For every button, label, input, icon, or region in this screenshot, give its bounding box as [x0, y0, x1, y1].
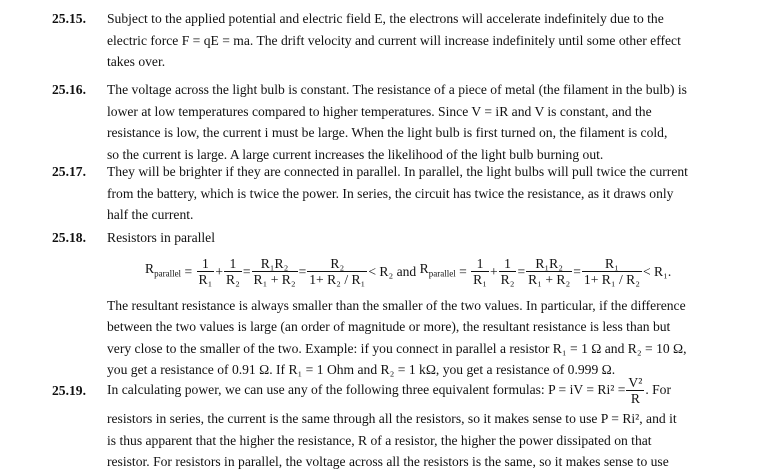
text-line: The voltage across the light bulb is constant. The resistance of a piece of metal (the filament in the bulb) is: [107, 82, 687, 97]
text-line: you get a resistance of 0.91 Ω. If R₁ = 1 Ohm and R₂ = 1 kΩ, you get a resistance of 0.999 Ω.: [107, 362, 616, 377]
eq-fraction: $\frac{\text{R₁R₂}}{\text{R₁ + R₂}}$: [528, 256, 571, 287]
eq-fraction: $\frac{\text{R₁}}{\text{1+ R₁ / R₂}}$: [583, 256, 640, 287]
problem-number: 25.16.: [52, 82, 86, 97]
problem-number: 25.15.: [52, 11, 86, 26]
eq-fraction: $\frac{\text{V²}}{R}$: [628, 374, 643, 406]
problem-text: [107, 8, 743, 73]
text-segment: In calculating power, we can use any of the following three equivalent formulas: P = iV = Ri² =: [107, 382, 626, 398]
text-line: resistors in series, the current is the same through all the resistors, so it makes sense to use P = Ri², and it: [107, 411, 677, 426]
problem-heading: Resistors in parallel: [107, 230, 215, 245]
text-line: very close to the smaller of the two. Example: if you connect in parallel a resistor R₁ = 1 Ω and R₂ = 10 Ω,: [107, 340, 687, 356]
eq-and: and: [396, 263, 417, 279]
problem-text: [107, 161, 743, 226]
eq-fraction: $\frac{1}{\text{R₁}}$: [198, 256, 213, 287]
text-line: resistance is low, the current i must be large. When the light bulb is first turned on, the filament is cold,: [107, 125, 668, 140]
problem-number: 25.17.: [52, 164, 86, 179]
eq-fraction: $\frac{\text{R₂}}{\text{1+ R₂ / R₁}}$: [309, 256, 366, 287]
eq-symbol: $R_{parallel}$: [145, 260, 182, 279]
eq-fraction: $\frac{1}{\text{R₂}}$: [500, 256, 515, 287]
text-line: from the battery, which is twice the power. In series, the circuit has twice the resistance, as it draws only: [107, 185, 674, 201]
eq-fraction: $\frac{1}{\text{R₂}}$: [226, 256, 240, 287]
eq-fraction: $\frac{\text{R₁R₂}}{\text{R₁ + R₂}}$: [253, 256, 296, 287]
text-line: electric force F = qE = ma. The drift velocity and current will increase indefinitely until some other effect: [107, 32, 681, 48]
text-line: The resultant resistance is always smaller than the smaller of the two values. In particular, if the difference: [107, 297, 686, 313]
text-line: resistor. For resistors in parallel, the voltage across all the resistors is the same, so it makes sense to use: [107, 454, 669, 469]
eq-inequality: < R₁.: [642, 263, 672, 279]
text-line: is thus apparent that the higher the resistance, R of a resistor, the higher the power dissipated on that: [107, 432, 652, 448]
eq-inequality: < R₂: [368, 263, 394, 279]
problem-text: [107, 79, 743, 165]
problem-number: 25.19.: [52, 383, 86, 398]
text-segment: . For: [645, 382, 672, 398]
text-line: half the current.: [107, 207, 194, 222]
text-line: They will be brighter if they are connected in parallel. In parallel, the light bulbs will pull twice the current: [107, 164, 688, 179]
text-line: lower at low temperatures compared to higher temperatures. Since V = iR and V is constant, and the: [107, 103, 652, 119]
parallel-resistance-equation: $R_{parallel}$ = $\frac{1}{\text{R₁}}$ + $\frac{1}{\text{R₂}}$ = $\frac{\text{R₁R₂}}{\text{R₁ + R₂}}$ = $\frac{\text{R₂}}{\text{1+ R₂ / R₁}}$ < R₂ and $R_{parallel}$ = $\frac{1}{\text{R₁}}$ + $\frac{1}{\text{R₂}}$ = $\frac{\text{R₁R₂}}{\text{R₁ + R₂}}$ = $\frac{\text{R₁}}{\text{1+ R₁ / R₂}}$ < R₁.: [145, 256, 672, 287]
text-line: takes over.: [107, 54, 166, 69]
power-formula-line: [107, 372, 743, 408]
problem-text: [107, 372, 743, 473]
text-line: between the two values is large (an order of magnitude or more), the resultant resistance is less than but: [107, 319, 671, 334]
eq-symbol: $R_{parallel}$: [419, 260, 456, 279]
eq-fraction: $\frac{1}{\text{R₁}}$: [473, 256, 487, 287]
text-line: Subject to the applied potential and electric field E, the electrons will accelerate indefinitely due to the: [107, 11, 664, 26]
problem-number: 25.18.: [52, 230, 86, 245]
problem-text: [107, 227, 743, 381]
text-line: so the current is large. A large current increases the likelihood of the light bulb burning out.: [107, 146, 604, 162]
